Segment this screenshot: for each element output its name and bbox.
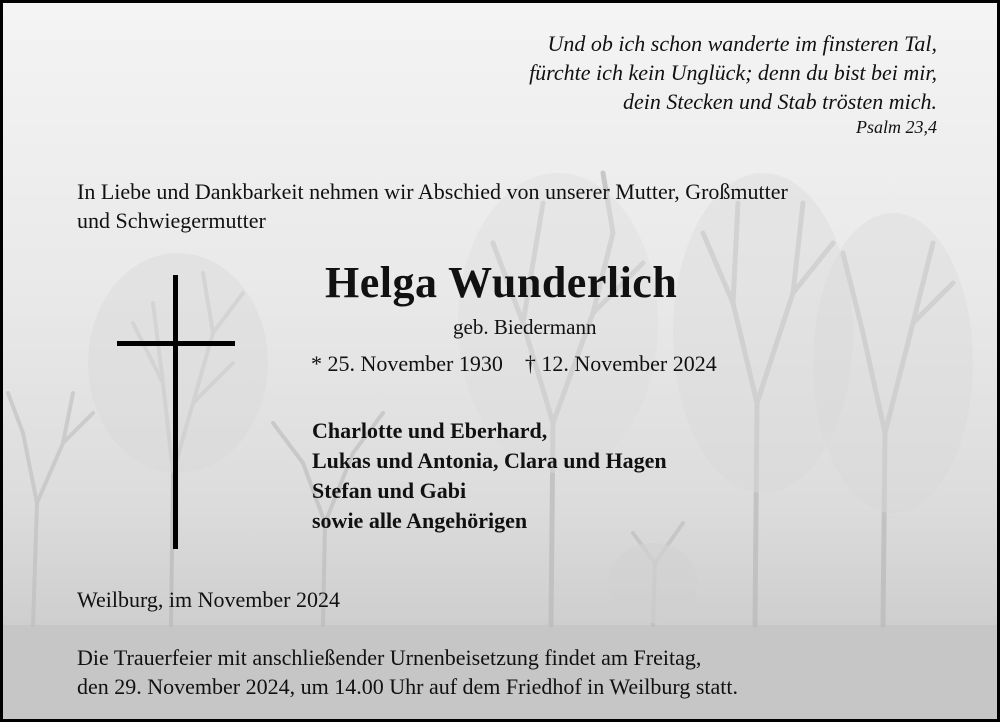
intro-text: [77, 177, 937, 235]
quote-line: dein Stecken und Stab trösten mich.: [622, 89, 937, 114]
place-date: Weilburg, im November 2024: [77, 587, 341, 612]
mourner-line: Charlotte und Eberhard,: [312, 418, 548, 443]
intro-line: In Liebe und Dankbarkeit nehmen wir Abschied von unserer Mutter, Großmutter: [77, 179, 788, 204]
quote-line: fürchte ich kein Unglück; denn du bist bei mir,: [529, 60, 937, 85]
psalm-quote: [529, 29, 937, 138]
mourners-list: [312, 416, 667, 536]
cross-icon: [117, 275, 235, 549]
ceremony-line: den 29. November 2024, um 14.00 Uhr auf dem Friedhof in Weilburg statt.: [77, 674, 738, 699]
intro-line: und Schwiegermutter: [77, 208, 266, 233]
ceremony-info: [77, 643, 937, 701]
mourner-line: sowie alle Angehörigen: [312, 508, 528, 533]
deceased-name: Helga Wunderlich: [325, 258, 678, 307]
maiden-name: geb. Biedermann: [453, 315, 597, 339]
life-dates: * 25. November 1930 † 12. November 2024: [311, 351, 717, 376]
mourner-line: Lukas und Antonia, Clara und Hagen: [312, 448, 667, 473]
ceremony-line: Die Trauerfeier mit anschließender Urnenbeisetzung findet am Freitag,: [77, 645, 702, 670]
quote-reference: Psalm 23,4: [856, 117, 937, 137]
mourner-line: Stefan und Gabi: [312, 478, 467, 503]
quote-line: Und ob ich schon wanderte im finsteren Tal,: [547, 31, 937, 56]
